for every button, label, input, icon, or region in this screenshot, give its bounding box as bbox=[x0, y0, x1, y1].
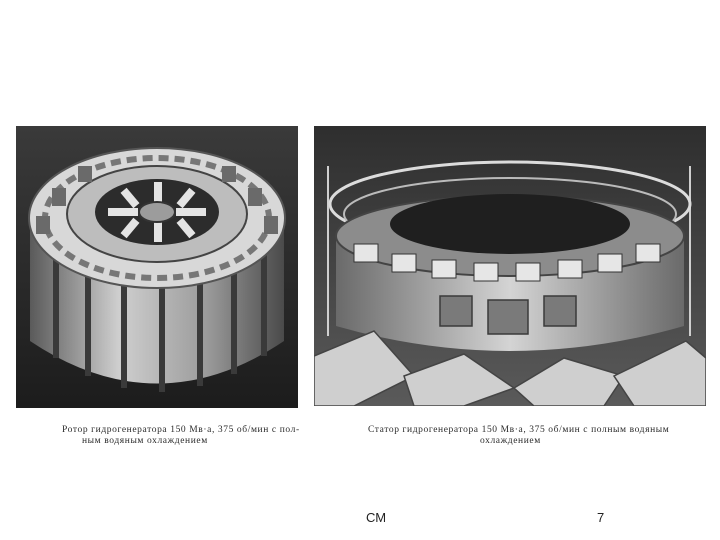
stator-photo bbox=[314, 126, 706, 406]
footer-label: СМ bbox=[366, 510, 387, 525]
rotor-caption-line1: Ротор гидрогенератора 150 Мв·а, 375 об/мин с пол- bbox=[62, 425, 300, 435]
stator-caption-line2: охлаждением bbox=[480, 436, 541, 446]
stator-caption-line1: Статор гидрогенератора 150 Мв·а, 375 об/мин с полным водяным bbox=[368, 425, 670, 435]
page-number: 7 bbox=[597, 510, 605, 525]
rotor-caption-line2: ным водяным охлаждением bbox=[82, 436, 208, 446]
stator-caption bbox=[368, 425, 713, 447]
rotor-photo bbox=[16, 126, 298, 408]
rotor-caption bbox=[62, 425, 312, 447]
